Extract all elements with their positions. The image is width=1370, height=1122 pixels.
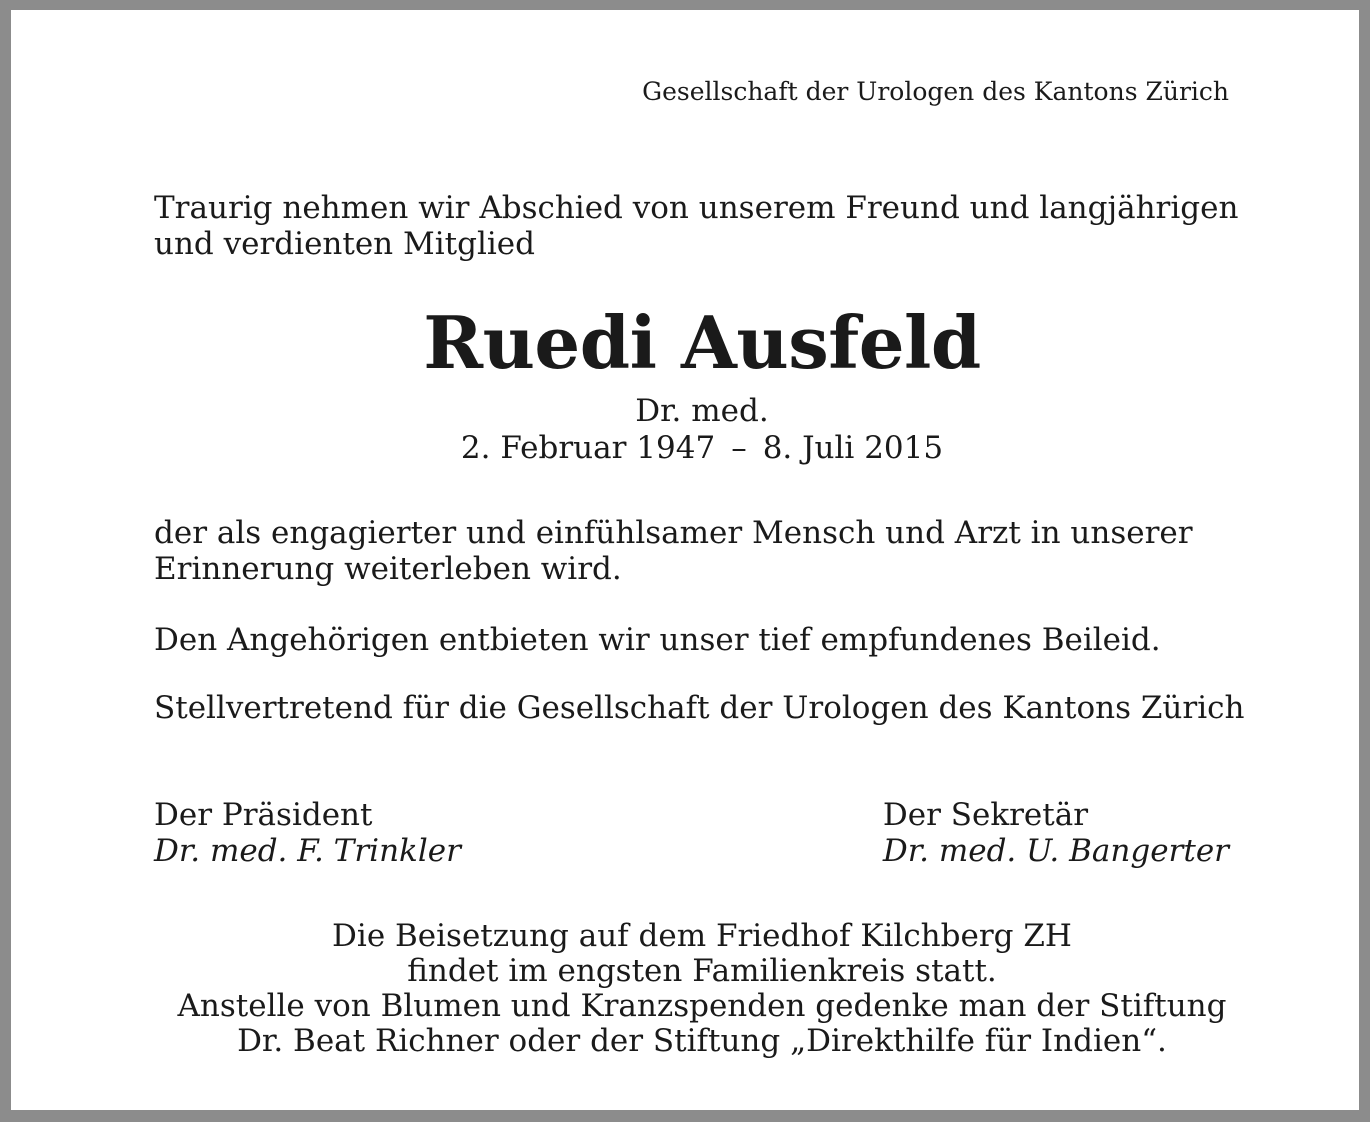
date-separator: – — [731, 430, 747, 466]
on-behalf-paragraph — [154, 690, 1264, 726]
tribute-paragraph — [154, 515, 1264, 587]
funeral-line: Die Beisetzung auf dem Friedhof Kilchberg ZH — [332, 918, 1072, 954]
signature-president — [154, 797, 461, 869]
signature-role: Der Präsident — [154, 797, 373, 833]
signature-name: Dr. med. U. Bangerter — [882, 833, 1229, 869]
condolence-paragraph — [154, 622, 1264, 658]
signature-role: Der Sekretär — [882, 797, 1089, 833]
condolence-line: Den Angehörigen entbieten wir unser tief empfundenes Beileid. — [154, 622, 1161, 658]
funeral-notice — [11, 919, 1370, 1059]
funeral-line: findet im engsten Familienkreis statt. — [407, 953, 997, 989]
funeral-line: Anstelle von Blumen und Kranzspenden gedenke man der Stiftung — [177, 988, 1227, 1024]
birth-date: 2. Februar 1947 — [460, 430, 716, 466]
intro-text — [154, 190, 1264, 262]
intro-line: Traurig nehmen wir Abschied von unserem Freund und langjährigen — [154, 190, 1239, 226]
funeral-line: Dr. Beat Richner oder der Stiftung „Direkthilfe für Indien“. — [237, 1023, 1167, 1059]
signature-secretary — [883, 797, 1229, 869]
organization-header: Gesellschaft der Urologen des Kantons Zürich — [642, 77, 1229, 106]
intro-line: und verdienten Mitglied — [154, 226, 535, 262]
tribute-line: der als engagierter und einfühlsamer Mensch und Arzt in unserer — [154, 515, 1193, 551]
deceased-title: Dr. med. — [635, 393, 769, 429]
tribute-line: Erinnerung weiterleben wird. — [154, 551, 622, 587]
signature-name: Dr. med. F. Trinkler — [154, 833, 461, 869]
life-dates — [11, 430, 1370, 466]
on-behalf-line: Stellvertretend für die Gesellschaft der Urologen des Kantons Zürich — [154, 690, 1245, 726]
deceased-name: Ruedi Ausfeld — [423, 300, 981, 385]
death-date: 8. Juli 2015 — [762, 430, 944, 466]
